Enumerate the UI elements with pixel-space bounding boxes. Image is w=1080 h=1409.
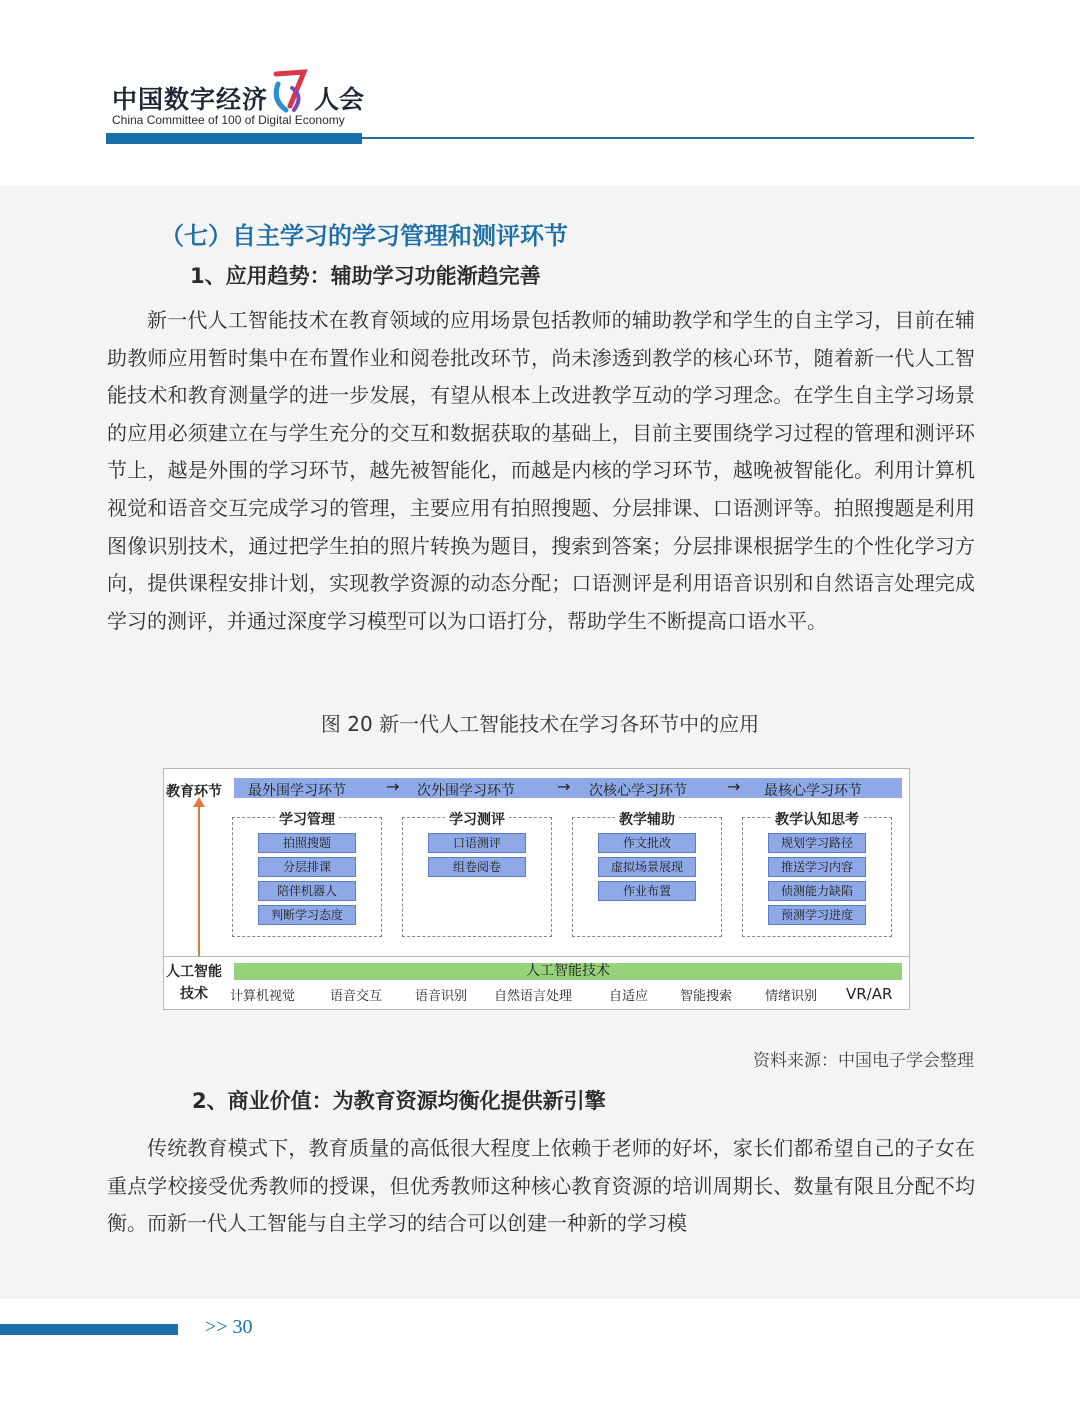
chip-item: 分层排课 — [258, 857, 356, 877]
subsection-title-2: 2、商业价值：为教育资源均衡化提供新引擎 — [192, 1089, 606, 1113]
ai-label-line1: 人工智能 — [166, 964, 222, 980]
page-header — [0, 0, 1080, 186]
chip-item: 规划学习路径 — [768, 833, 866, 853]
group-title: 教学辅助 — [615, 812, 679, 828]
group-cognitive-thinking — [742, 812, 892, 937]
tech-item: 语音交互 — [330, 989, 383, 1004]
paragraph-1 — [107, 302, 975, 640]
ai-tech-panel — [163, 956, 910, 1010]
group-title: 学习管理 — [275, 812, 339, 828]
chip-item: 口语测评 — [428, 833, 526, 853]
logo-text-cn-right: 人会 — [314, 85, 365, 114]
arrow-icon: → — [386, 777, 400, 796]
chip-item: 预测学习进度 — [768, 905, 866, 925]
stage-3: 次核心学习环节 — [589, 783, 687, 799]
page-content — [0, 186, 1080, 1299]
group-learning-assessment — [402, 812, 552, 937]
tech-item: VR/AR — [846, 985, 893, 1003]
stage-4: 最核心学习环节 — [764, 783, 862, 799]
page-number: >> 30 — [205, 1316, 253, 1338]
logo-text-cn: 中国数字经济 — [112, 85, 269, 114]
logo-mark-icon — [270, 66, 310, 114]
tech-item: 自然语言处理 — [494, 989, 573, 1004]
tech-item: 自适应 — [609, 989, 649, 1004]
ai-tech-bar-label: 人工智能技术 — [526, 963, 610, 979]
tech-item: 情绪识别 — [765, 989, 818, 1004]
page-footer — [0, 1299, 1080, 1409]
figure-source: 资料来源：中国电子学会整理 — [753, 1051, 974, 1071]
ai-label-line2: 技术 — [180, 986, 208, 1002]
tech-item: 智能搜索 — [680, 989, 733, 1004]
chip-item: 拍照搜题 — [258, 833, 356, 853]
chip-item: 侦测能力缺陷 — [768, 881, 866, 901]
footer-rule — [0, 1324, 178, 1335]
group-title: 教学认知思考 — [771, 812, 863, 828]
chip-item: 作业布置 — [598, 881, 696, 901]
stage-1: 最外围学习环节 — [248, 783, 346, 799]
group-title: 学习测评 — [445, 812, 509, 828]
paragraph-2-text: 传统教育模式下，教育质量的高低很大程度上依赖于老师的好坏，家长们都希望自己的子女在重点学校接受优秀教师的授课，但优秀教师这种核心教育资源的培训周期长、数量有限且分配不均衡。而新一代人工智能与自主学习的结合可以创建一种新的学习模 — [107, 1136, 975, 1236]
ai-tech-bar — [234, 963, 902, 980]
tech-item: 语音识别 — [415, 989, 468, 1004]
header-rule-thick — [106, 133, 362, 144]
section-title: （七）自主学习的学习管理和测评环节 — [160, 222, 568, 250]
header-rule-thin — [362, 137, 974, 139]
group-learning-management — [232, 812, 382, 937]
subsection-title-1: 1、应用趋势：辅助学习功能渐趋完善 — [190, 264, 541, 288]
growth-arrow-line — [198, 805, 200, 965]
arrow-icon: → — [727, 777, 741, 796]
figure-caption: 图 20 新一代人工智能技术在学习各环节中的应用 — [320, 712, 760, 736]
chip-item: 陪伴机器人 — [258, 881, 356, 901]
growth-arrow-head-icon — [193, 797, 205, 807]
chip-item: 推送学习内容 — [768, 857, 866, 877]
edu-stage-label: 教育环节 — [166, 784, 222, 800]
logo-text-en: China Committee of 100 of Digital Economy — [112, 113, 345, 127]
stage-2: 次外围学习环节 — [417, 783, 515, 799]
paragraph-1-text: 新一代人工智能技术在教育领域的应用场景包括教师的辅助教学和学生的自主学习，目前在辅助教师应用暂时集中在布置作业和阅卷批改环节，尚未渗透到教学的核心环节，随着新一代人工智能技术和教育测量学的进一步发展，有望从根本上改进教学互动的学习理念。在学生自主学习场景的应用必须建立在与学生充分的交互和数据获取的基础上，目前主要围绕学习过程的管理和测评环节上，越是外围的学习环节，越先被智能化，而越是内核的学习环节，越晚被智能化。利用计算机视觉和语音交互完成学习的管理，主要应用有拍照搜题、分层排课、口语测评等。拍照搜题是利用图像识别技术，通过把学生拍的照片转换为题目，搜索到答案；分层排课根据学生的个性化学习方向，提供课程安排计划，实现教学资源的动态分配；口语测评是利用语音识别和自然语言处理完成学习的测评，并通过深度学习模型可以为口语打分，帮助学生不断提高口语水平。 — [107, 308, 975, 633]
tech-item: 计算机视觉 — [230, 989, 296, 1004]
chip-item: 判断学习态度 — [258, 905, 356, 925]
arrow-icon: → — [557, 777, 571, 796]
paragraph-2 — [107, 1130, 975, 1243]
chip-item: 组卷阅卷 — [428, 857, 526, 877]
chip-item: 作文批改 — [598, 833, 696, 853]
group-teaching-assist — [572, 812, 722, 937]
chip-item: 虚拟场景展现 — [598, 857, 696, 877]
